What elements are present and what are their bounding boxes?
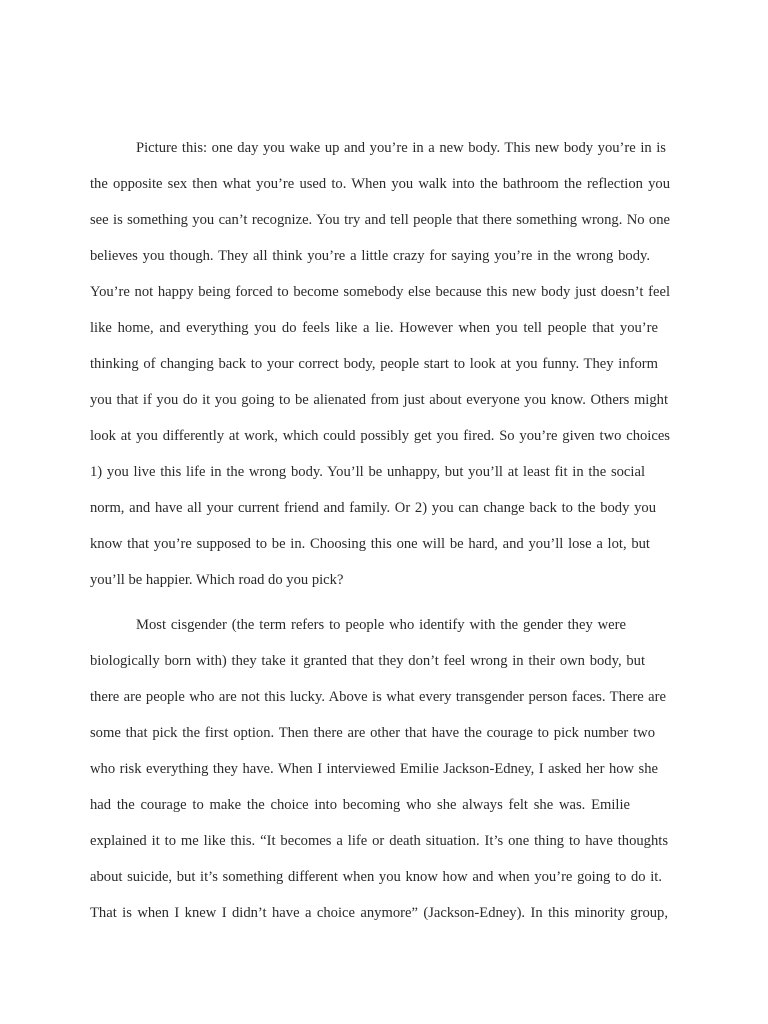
paragraph-2-line-8: about suicide, but it’s something different when you know how and when you’re going to do it.: [90, 869, 662, 885]
paragraph-1-line-5: You’re not happy being forced to become somebody else because this new body just doesn’t feel: [90, 284, 670, 300]
paragraph-1-line-7: thinking of changing back to your correct body, people start to look at you funny. They inform: [90, 356, 658, 372]
paragraph-1-line-10: 1) you live this life in the wrong body. You’ll be unhappy, but you’ll at least fit in the social: [90, 464, 645, 480]
paragraph-1-line-2: the opposite sex then what you’re used to. When you walk into the bathroom the reflection you: [90, 176, 670, 192]
paragraph-2-line-7: explained it to me like this. “It becomes a life or death situation. It’s one thing to have thoughts: [90, 833, 668, 849]
paragraph-2-line-5: who risk everything they have. When I interviewed Emilie Jackson-Edney, I asked her how she: [90, 761, 658, 777]
paragraph-1-line-13: you’ll be happier. Which road do you pick?: [90, 572, 344, 588]
paragraph-2-line-2: biologically born with) they take it granted that they don’t feel wrong in their own body, but: [90, 653, 645, 669]
paragraph-1-line-11: norm, and have all your current friend and family. Or 2) you can change back to the body you: [90, 500, 656, 516]
paragraph-1-line-6: like home, and everything you do feels like a lie. However when you tell people that you’re: [90, 320, 658, 336]
paragraph-2-line-4: some that pick the first option. Then there are other that have the courage to pick number two: [90, 725, 655, 741]
paragraph-1-line-4: believes you though. They all think you’re a little crazy for saying you’re in the wrong body.: [90, 248, 650, 264]
paragraph-2-line-3: there are people who are not this lucky. Above is what every transgender person faces. There are: [90, 689, 666, 705]
paragraph-2-line-6: had the courage to make the choice into becoming who she always felt she was. Emilie: [90, 797, 630, 813]
paragraph-2-line-1: Most cisgender (the term refers to people who identify with the gender they were: [136, 617, 626, 633]
paragraph-1-line-3: see is something you can’t recognize. You try and tell people that there something wrong. No one: [90, 212, 670, 228]
paragraph-1-line-12: know that you’re supposed to be in. Choosing this one will be hard, and you’ll lose a lot, but: [90, 536, 650, 552]
paragraph-1-line-1: Picture this: one day you wake up and you’re in a new body. This new body you’re in is: [136, 140, 666, 156]
paragraph-2-line-9: That is when I knew I didn’t have a choice anymore” (Jackson-Edney). In this minority group,: [90, 905, 668, 921]
paragraph-1-line-9: look at you differently at work, which could possibly get you fired. So you’re given two choices: [90, 428, 670, 444]
paragraph-1-line-8: you that if you do it you going to be alienated from just about everyone you know. Others might: [90, 392, 668, 408]
